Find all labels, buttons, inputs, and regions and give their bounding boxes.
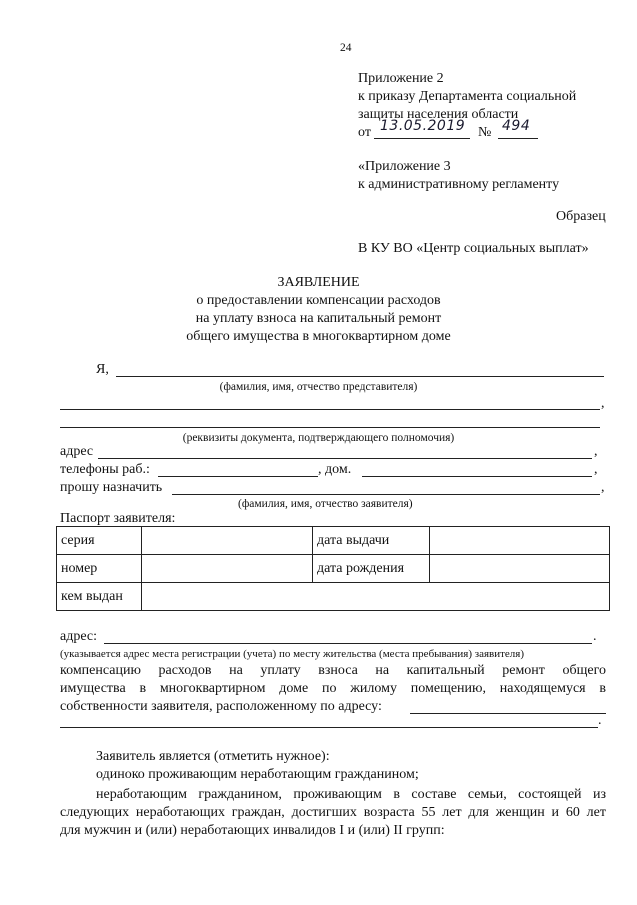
address-field[interactable] [98, 458, 592, 459]
birth-date-cell[interactable] [430, 555, 610, 583]
header-line-2: к приказу Департамента социальной [358, 89, 577, 104]
number-cell[interactable] [142, 555, 313, 583]
title-main: ЗАЯВЛЕНИЕ [277, 275, 360, 290]
applicant-name-hint: (фамилия, имя, отчество заявителя) [238, 498, 413, 510]
handwritten-number: 494 [502, 118, 531, 134]
representative-name-field[interactable] [116, 376, 604, 377]
document-details-field[interactable] [60, 427, 600, 428]
address2-field[interactable] [104, 643, 592, 644]
header-date-prefix: от [358, 125, 371, 140]
passport-label: Паспорт заявителя: [60, 511, 176, 526]
handwritten-date: 13.05.2019 [380, 118, 466, 134]
document-details-hint: (реквизиты документа, подтверждающего полномочия) [182, 432, 455, 444]
table-row [57, 527, 610, 555]
representative-hint: (фамилия, имя, отчество представителя) [219, 381, 418, 393]
series-cell[interactable] [142, 527, 313, 555]
table-row [57, 555, 610, 583]
compensation-para-line-3: собственности заявителя, расположенному по адресу: [60, 699, 382, 714]
number-label: номер [57, 555, 142, 583]
period-2: . [598, 713, 602, 728]
page-number: 24 [340, 42, 352, 54]
i-label: Я, [96, 362, 109, 377]
addressee: В КУ ВО «Центр социальных выплат» [358, 241, 589, 256]
applicant-name-field[interactable] [172, 494, 600, 495]
issued-by-label: кем выдан [57, 583, 142, 611]
address-label: адрес [60, 444, 94, 459]
status-intro: Заявитель является (отметить нужное): [96, 749, 330, 764]
comma-4: , [601, 480, 605, 495]
home-phone-field[interactable] [362, 476, 592, 477]
compensation-para-line-2: имущества в многоквартирном доме по жилому помещению, находящемуся в [60, 681, 606, 696]
sample-label: Образец [556, 209, 606, 224]
comma-1: , [601, 396, 605, 411]
title-line-2: на уплату взноса на капитальный ремонт [195, 311, 442, 326]
compensation-para-line-1: компенсацию расходов на уплату взноса на капитальный ремонт общего [60, 663, 606, 678]
issued-by-cell[interactable] [142, 583, 610, 611]
title-line-1: о предоставлении компенсации расходов [196, 293, 441, 308]
assign-label: прошу назначить [60, 480, 163, 495]
period-1: . [593, 629, 597, 644]
passport-table [56, 526, 610, 611]
property-address-field[interactable] [410, 713, 606, 714]
comma-3: , [594, 462, 598, 477]
property-address-field-2[interactable] [60, 727, 598, 728]
annex-line-2: к административному регламенту [358, 177, 560, 192]
header-line-1: Приложение 2 [358, 71, 444, 86]
annex-line-1: «Приложение 3 [358, 159, 451, 174]
date-underline [374, 138, 470, 139]
comma-2: , [594, 444, 598, 459]
series-label: серия [57, 527, 142, 555]
birth-date-label: дата рождения [313, 555, 430, 583]
header-number-sign: № [478, 125, 492, 140]
status-option-1: одиноко проживающим неработающим гражданином; [96, 767, 419, 782]
issue-date-label: дата выдачи [313, 527, 430, 555]
home-phone-label: , дом. [318, 462, 352, 477]
phones-label: телефоны раб.: [60, 462, 150, 477]
status-option-2-line-2: следующих неработающих граждан, достигших возраста 55 лет для женщин и 60 лет [60, 805, 606, 820]
status-option-2-line-1: неработающим гражданином, проживающим в составе семьи, состоящей из [96, 787, 606, 802]
work-phone-field[interactable] [158, 476, 318, 477]
issue-date-cell[interactable] [430, 527, 610, 555]
representative-line-2[interactable] [60, 409, 600, 410]
table-row [57, 583, 610, 611]
address2-label: адрес: [60, 629, 98, 644]
number-underline [498, 138, 538, 139]
header-line-3: защиты населения области [358, 107, 519, 122]
status-option-2-line-3: для мужчин и (или) неработающих инвалидов I и (или) II групп: [60, 823, 445, 838]
title-line-3: общего имущества в многоквартирном доме [186, 329, 451, 344]
address2-hint: (указывается адрес места регистрации (учета) по месту жительства (места пребывания) заявителя) [60, 648, 524, 660]
